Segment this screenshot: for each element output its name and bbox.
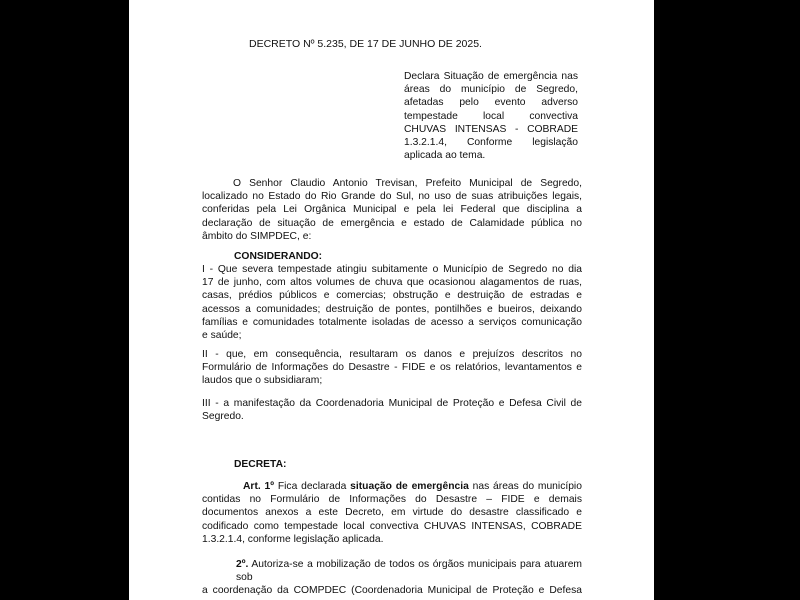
- considerando-item-2: [202, 348, 582, 388]
- preamble-line: declaração de situação de emergência e estado de Calamidade pública no: [202, 217, 582, 229]
- item-line: 17 de junho, com altos volumes de chuva que ocasionou alagamentos de ruas,: [202, 277, 582, 289]
- decree-summary: [404, 70, 578, 162]
- preamble-line: conferidas pela Lei Orgânica Municipal e pela lei Federal que disciplina a: [202, 204, 582, 216]
- summary-line: 1.3.2.1.4, Conforme legislação: [404, 137, 578, 149]
- preamble-line: O Senhor Claudio Antonio Trevisan, Prefeito Municipal de Segredo,: [233, 178, 582, 189]
- summary-line: áreas do município de Segredo,: [404, 84, 578, 96]
- article-line: 1.3.2.1.4, conforme legislação aplicada.: [202, 533, 384, 545]
- summary-line: aplicada ao tema.: [404, 150, 486, 162]
- considerando-heading: CONSIDERANDO:: [234, 251, 323, 262]
- item-line: III - a manifestação da Coordenadoria Municipal de Proteção e Defesa Civil de: [202, 398, 582, 409]
- article-line: contidas no Formulário de Informações do Desastre – FIDE e demais: [202, 494, 582, 506]
- article-1: [202, 480, 582, 546]
- summary-line: Declara Situação de emergência nas: [404, 71, 578, 82]
- summary-line: afetadas pelo evento adverso: [404, 97, 578, 109]
- article-1-emphasis: situação de emergência: [350, 481, 469, 492]
- article-1-text: Fica declarada: [277, 481, 347, 492]
- preamble: [202, 177, 582, 243]
- item-line: Segredo.: [202, 411, 244, 423]
- preamble-line: localizado no Estado do Rio Grande do Sul, no uso de suas atribuições legais,: [202, 191, 582, 203]
- considerando-item-1: [202, 263, 582, 342]
- preamble-line: âmbito do SIMPDEC, e:: [202, 230, 312, 242]
- item-line: laudos que o subsidiaram;: [202, 375, 323, 387]
- decree-title: DECRETO Nº 5.235, DE 17 DE JUNHO DE 2025.: [249, 38, 482, 50]
- summary-line: CHUVAS INTENSAS - COBRADE: [404, 123, 578, 135]
- item-line: casas, prédios públicos e comercias; obstrução e destruição de estradas e: [202, 290, 582, 302]
- item-line: II - que, em consequência, resultaram os danos e prejuízos descritos no: [202, 349, 582, 360]
- article-2-label: 2º.: [236, 559, 249, 570]
- item-line: I - Que severa tempestade atingiu subitamente o Município de Segredo no dia: [202, 264, 582, 275]
- article-1-text: nas áreas do município: [472, 481, 582, 492]
- item-line: acessos a comunidades; destruição de pontes, pontilhões e bueiros, deixando: [202, 303, 582, 315]
- item-line: e saúde;: [202, 330, 242, 342]
- article-1-label: Art. 1º: [243, 481, 275, 492]
- item-line: Formulário de Informações do Desastre - FIDE e os relatórios, levantamentos e: [202, 362, 582, 374]
- considerando-item-3: [202, 397, 582, 423]
- item-line: famílias e comunidades totalmente isoladas de acesso a serviços comunicação: [202, 316, 582, 328]
- article-1-first-line: [202, 480, 582, 493]
- article-2: [202, 558, 582, 598]
- article-line: codificado como tempestade local convectiva CHUVAS INTENSAS, COBRADE: [202, 520, 582, 532]
- article-2-text: Autoriza-se a mobilização de todos os órgãos municipais para atuarem sob: [236, 559, 583, 584]
- article-line: documentos anexos a este Decreto, em virtude do desastre classificado e: [202, 507, 582, 519]
- summary-line: tempestade local convectiva: [404, 110, 578, 122]
- article-2-first-line: [202, 558, 582, 584]
- decreta-heading: DECRETA:: [234, 459, 287, 470]
- document-page: [129, 0, 654, 600]
- article-line: a coordenação da COMPDEC (Coordenadoria Municipal de Proteção e Defesa: [202, 585, 582, 597]
